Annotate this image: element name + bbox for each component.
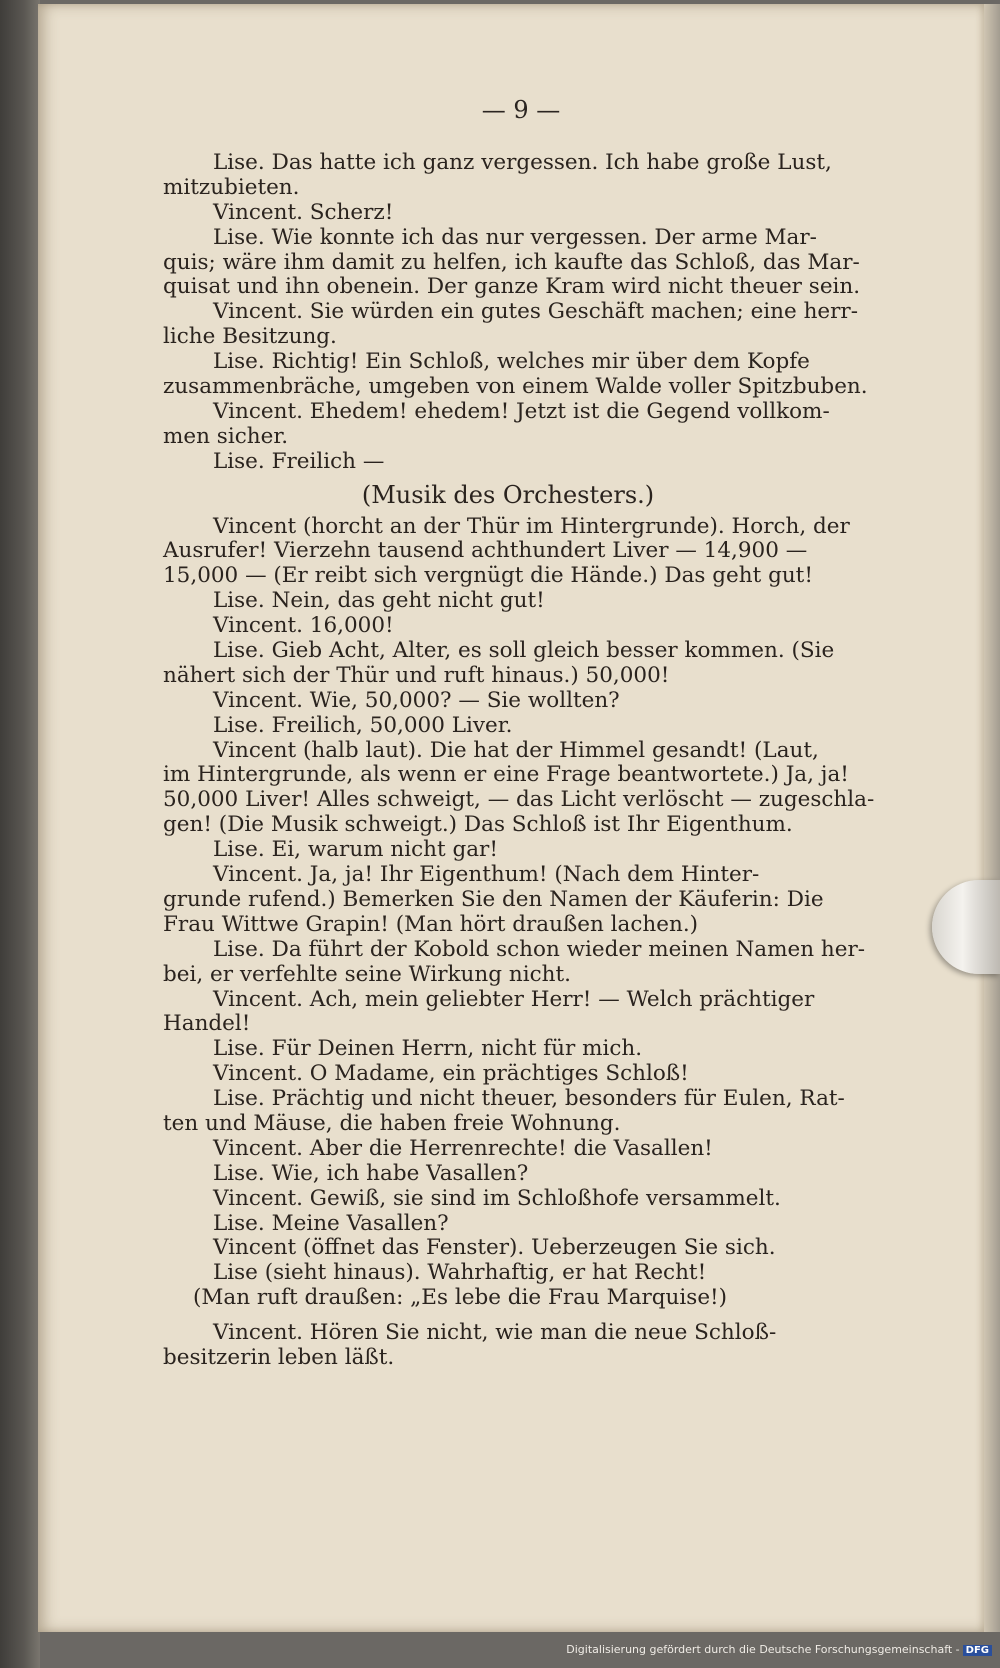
book-gutter [0, 0, 40, 1668]
text-line: Lise. Prächtig und nicht theuer, besonders für Eulen, Rat- [213, 1086, 845, 1112]
text-line: ten und Mäuse, die haben freie Wohnung. [163, 1110, 621, 1136]
text-line: Lise. Freilich — [213, 448, 385, 474]
text-line: Lise. Richtig! Ein Schloß, welches mir über dem Kopfe [213, 349, 810, 375]
text-line: nähert sich der Thür und ruft hinaus.) 50,000! [163, 662, 670, 688]
text-line: men sicher. [163, 423, 289, 449]
text-line: mitzubieten. [163, 174, 300, 200]
text-line: (Man ruft draußen: „Es lebe die Frau Marquise!) [193, 1285, 728, 1311]
text-line: quis; wäre ihm damit zu helfen, ich kaufte das Schloß, das Mar- [163, 249, 860, 275]
text-line: Lise. Da führt der Kobold schon wieder meinen Namen her- [213, 936, 866, 962]
text-line: Vincent (öffnet das Fenster). Ueberzeugen Sie sich. [213, 1235, 776, 1261]
text-line: gen! (Die Musik schweigt.) Das Schloß ist Ihr Eigenthum. [163, 812, 793, 838]
text-line: 50,000 Liver! Alles schweigt, — das Licht verlöscht — zugeschla- [163, 787, 875, 813]
text-line: zusammenbräche, umgeben von einem Walde voller Spitzbuben. [163, 374, 868, 400]
text-line: besitzerin leben läßt. [163, 1344, 395, 1370]
text-line: liche Besitzung. [163, 324, 337, 350]
text-line: Lise. Nein, das geht nicht gut! [213, 588, 545, 614]
text-line: grunde rufend.) Bemerken Sie den Namen der Käuferin: Die [163, 886, 824, 912]
text-line: Lise (sieht hinaus). Wahrhaftig, er hat Recht! [213, 1260, 707, 1286]
book-page [38, 4, 984, 1632]
text-line: Vincent. Sie würden ein gutes Geschäft machen; eine herr- [213, 299, 858, 325]
footer-credit [566, 1643, 992, 1656]
text-line: Vincent. Gewiß, sie sind im Schloßhofe versammelt. [213, 1185, 781, 1211]
text-line: Vincent. Hören Sie nicht, wie man die neue Schloß- [213, 1320, 777, 1346]
page-text [163, 150, 875, 1371]
page-edge [984, 4, 1000, 1632]
page-number: — 9 — [481, 96, 561, 124]
text-line: Vincent. Ehedem! ehedem! Jetzt ist die Gegend vollkom- [213, 398, 830, 424]
text-line: Lise. Gieb Acht, Alter, es soll gleich besser kommen. (Sie [213, 638, 835, 664]
text-line: Lise. Das hatte ich ganz vergessen. Ich habe große Lust, [213, 150, 832, 175]
text-line: Lise. Ei, warum nicht gar! [213, 837, 498, 863]
text-line: Vincent. Aber die Herrenrechte! die Vasallen! [213, 1135, 713, 1161]
text-line: Vincent. Wie, 50,000? — Sie wollten? [213, 687, 620, 713]
stage-direction: (Musik des Orchesters.) [361, 480, 655, 509]
text-line: Vincent. O Madame, ein prächtiges Schloß! [213, 1061, 689, 1087]
text-line: Lise. Für Deinen Herrn, nicht für mich. [213, 1036, 643, 1062]
text-line: Vincent. Scherz! [213, 199, 394, 225]
text-line: Lise. Freilich, 50,000 Liver. [213, 712, 513, 738]
text-line: Vincent. Ach, mein geliebter Herr! — Welch prächtiger [213, 986, 815, 1012]
text-line: im Hintergrunde, als wenn er eine Frage beantwortete.) Ja, ja! [163, 762, 849, 788]
text-line: Lise. Meine Vasallen? [213, 1210, 449, 1236]
text-line: Handel! [163, 1011, 251, 1037]
text-line: Vincent (halb laut). Die hat der Himmel gesandt! (Laut, [213, 737, 819, 763]
text-line: bei, er verfehlte seine Wirkung nicht. [163, 961, 571, 987]
text-line: Vincent (horcht an der Thür im Hintergrunde). Horch, der [213, 513, 850, 539]
text-line: Ausrufer! Vierzehn tausend achthundert Liver — 14,900 — [163, 538, 808, 564]
text-line: Lise. Wie, ich habe Vasallen? [213, 1160, 529, 1186]
text-line: Vincent. Ja, ja! Ihr Eigenthum! (Nach dem Hinter- [213, 862, 760, 888]
dfg-logo: DFG [963, 1645, 992, 1656]
text-line: Frau Wittwe Grapin! (Man hört draußen lachen.) [163, 911, 699, 937]
text-line: Vincent. 16,000! [213, 613, 394, 639]
text-line: quisat und ihn obenein. Der ganze Kram wird nicht theuer sein. [163, 274, 861, 300]
text-line: 15,000 — (Er reibt sich vergnügt die Hände.) Das geht gut! [163, 563, 813, 589]
text-line: Lise. Wie konnte ich das nur vergessen. Der arme Mar- [213, 224, 817, 250]
footer-credit-text: Digitalisierung gefördert durch die Deutsche Forschungsgemeinschaft - [566, 1643, 960, 1656]
